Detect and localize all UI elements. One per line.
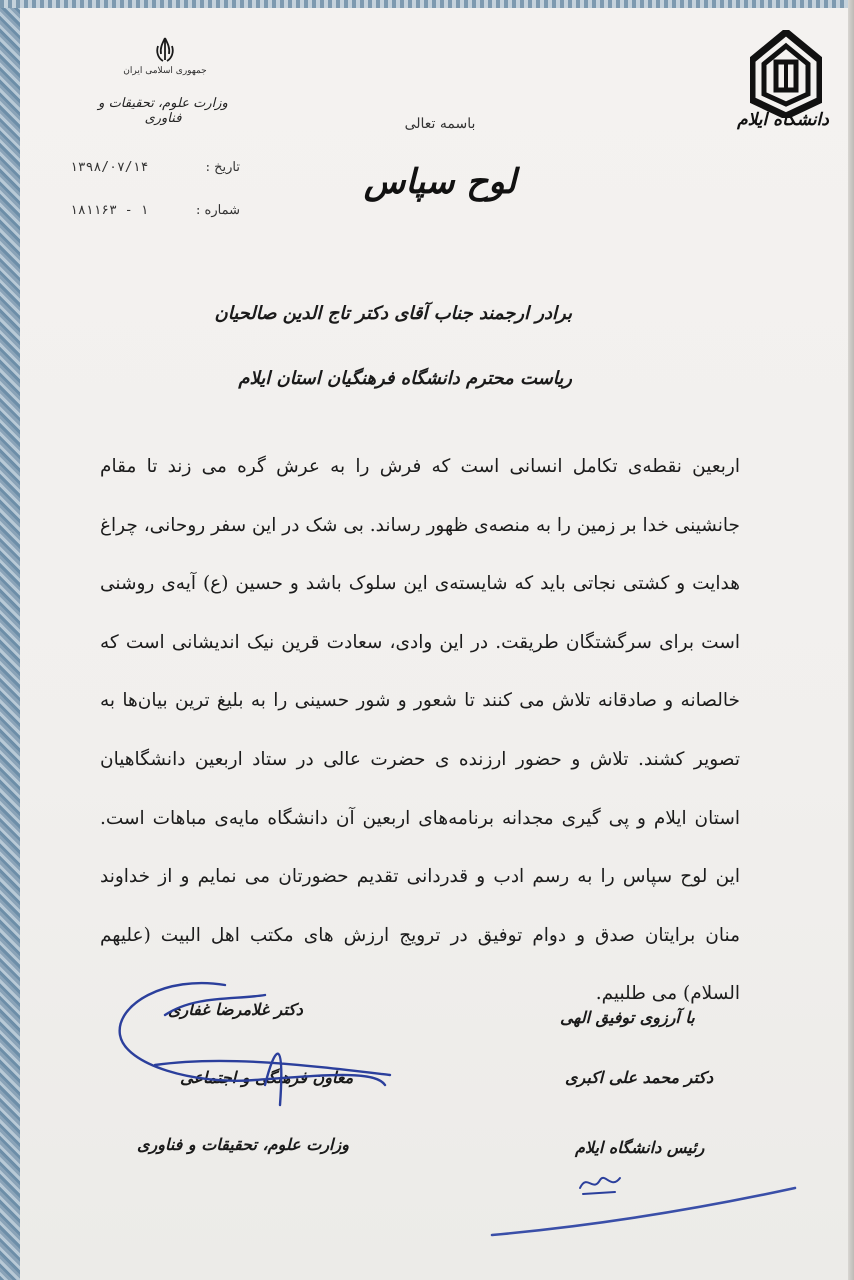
signature-right <box>575 1168 625 1198</box>
iran-emblem-icon <box>150 36 180 64</box>
signatory-left-name: دکتر غلامرضا غفاری <box>168 1000 303 1019</box>
addressee-line-1: برادر ارجمند جناب آقای دکتر تاج الدین صالحیان <box>214 303 572 324</box>
republic-label: جمهوری اسلامی ایران <box>123 66 207 76</box>
number-value: ۱۸۱۱۶۳ - ۱ <box>70 203 149 218</box>
date-row <box>70 160 240 175</box>
basmala: باسمه تعالی <box>404 116 476 132</box>
ministry-label: وزارت علوم، تحقیقات و فناوری <box>98 96 228 126</box>
decorative-border-top <box>0 0 854 8</box>
signature-left <box>105 975 395 1125</box>
signatory-left-org: وزارت علوم، تحقیقات و فناوری <box>137 1135 349 1154</box>
number-label: شماره : <box>196 203 240 218</box>
university-name: دانشگاه ایلام <box>737 110 829 130</box>
decorative-border-left <box>0 0 20 1280</box>
date-label: تاریخ : <box>205 160 240 175</box>
signatory-right-wish: با آرزوی توفیق الهی <box>560 1008 695 1027</box>
signatory-left-role: معاون فرهنگی و اجتماعی <box>180 1068 354 1087</box>
page-title: لوح سپاس <box>363 162 517 202</box>
date-value: ۱۳۹۸/۰۷/۱۴ <box>70 160 149 175</box>
certificate-body: اربعین نقطه‌ی تکامل انسانی است که فرش را به عرش گره می زند تا مقام جانشینی خدا بر زمین را به منصه‌ی ظهور رساند. بی شک در این سفر روحانی، چراغ هدایت و کشتی نجاتی باید که شایسته‌ی این سلوک باشد و حسین (ع) آیه‌ی روشنی است برای سرگشتگان طریقت. در این وادی، سعادت قرین نیک اندیشانی است که خالصانه و صادقانه تلاش می کنند تا شعور و شور حسینی را به بلیغ ترین بیان‌ها به تصویر کشند. تلاش و حضور ارزنده ی حضرت عالی در ستاد اربعین دانشگاهیان استان ایلام و پی گیری مجدانه برنامه‌های اربعین آن دانشگاه مایه‌ی مباهات است. این لوح سپاس را به رسم ادب و قدردانی تقدیم حضورتان می نمایم و از خداوند منان برایتان صدق و دوام توفیق در ترویج ارزش های مکتب اهل البیت (علیهم السلام) می طلبیم. <box>100 456 740 1005</box>
signature-right-stroke <box>490 1160 800 1240</box>
number-row <box>70 203 240 218</box>
signatory-right-role: رئیس دانشگاه ایلام <box>575 1138 705 1157</box>
signatory-right-name: دکتر محمد علی اکبری <box>565 1068 714 1087</box>
page-edge-right <box>848 0 854 1280</box>
addressee-line-2: ریاست محترم دانشگاه فرهنگیان استان ایلام <box>238 368 572 389</box>
ilam-university-logo-icon <box>750 30 822 118</box>
